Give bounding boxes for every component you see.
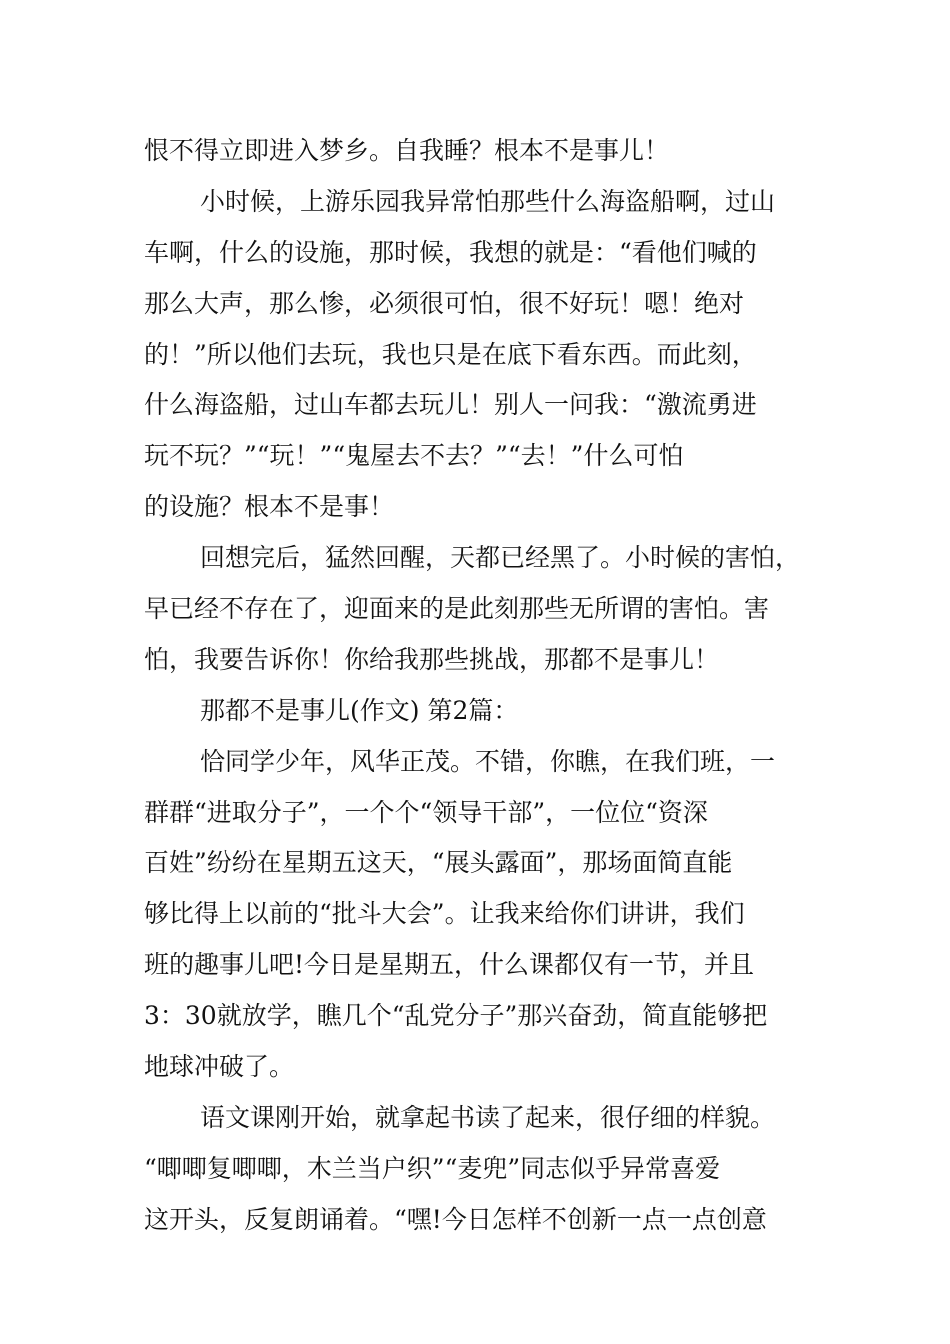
text-line: 的设施？根本不是事！: [144, 492, 395, 522]
text-line: 怕，我要告诉你！你给我那些挑战，那都不是事儿！: [144, 644, 720, 674]
paragraph-start-line: 恰同学少年，风华正茂。不错，你瞧，在我们班，一: [200, 746, 776, 776]
text-line: 什么海盗船，过山车都去玩儿！别人一问我：“激流勇进: [144, 390, 757, 420]
text-line: 地球冲破了。: [144, 1052, 295, 1082]
text-line: 够比得上以前的“批斗大会”。让我来给你们讲讲，我们: [144, 899, 745, 929]
text-line: 的！”所以他们去玩，我也只是在底下看东西。而此刻，: [144, 339, 757, 369]
text-line: 玩不玩？”“玩！”“鬼屋去不去？”“去！”什么可怕: [144, 441, 684, 471]
text-line: 百姓”纷纷在星期五这天，“展头露面”，那场面简直能: [144, 848, 733, 878]
text-line: 那么大声，那么惨，必须很可怕，很不好玩！嗯！绝对: [144, 288, 745, 318]
text-line: 早已经不存在了，迎面来的是此刻那些无所谓的害怕。害: [144, 594, 770, 624]
text-line: 3：30就放学，瞧几个“乱党分子”那兴奋劲，简直能够把: [144, 1001, 768, 1031]
section-heading: 那都不是事儿(作文) 第2篇：: [200, 695, 519, 725]
text-line: 班的趣事儿吧!今日是星期五，什么课都仅有一节，并且: [144, 950, 755, 980]
paragraph-start-line: 语文课刚开始，就拿起书读了起来，很仔细的样貌。: [200, 1102, 776, 1132]
text-line: 群群“进取分子”，一个个“领导干部”，一位位“资深: [144, 797, 708, 827]
paragraph-start-line: 小时候，上游乐园我异常怕那些什么海盗船啊，过山: [200, 186, 776, 216]
text-line: 恨不得立即进入梦乡。自我睡？根本不是事儿！: [144, 136, 670, 165]
article-body: [144, 126, 824, 1246]
text-line: 这开头，反复朗诵着。“嘿!今日怎样不创新一点一点创意: [144, 1204, 767, 1234]
text-line: “唧唧复唧唧，木兰当户织”“麦兜”同志似乎异常喜爱: [144, 1153, 721, 1183]
text-line: 车啊，什么的设施，那时候，我想的就是：“看他们喊的: [144, 237, 757, 267]
paragraph-start-line: 回想完后，猛然回醒，天都已经黑了。小时候的害怕，: [200, 543, 801, 573]
